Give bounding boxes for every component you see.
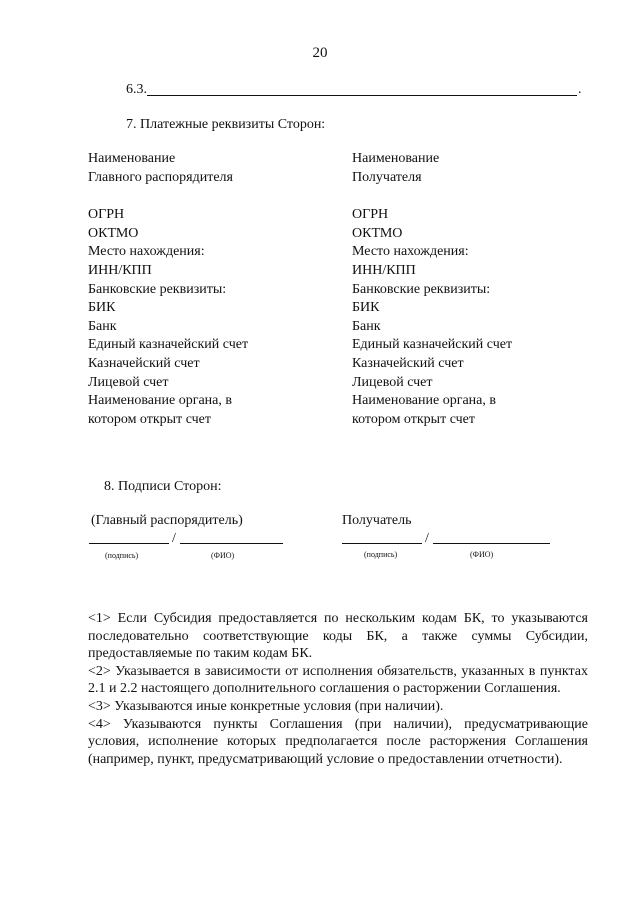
item-6-3-end: .: [578, 82, 582, 97]
field-location: Место нахождения:: [88, 244, 205, 260]
item-6-3-blank-line: [147, 95, 577, 96]
field-account-authority-line-1: Наименование органа, в: [352, 393, 496, 409]
footnote-3: <3> Указываются иные конкретные условия (при наличии).: [88, 698, 444, 714]
spacer: [88, 187, 248, 206]
spacer: [352, 187, 512, 206]
section-8-title: 8. Подписи Сторон:: [104, 479, 222, 494]
main-manager-name-line-1: Наименование: [88, 151, 176, 166]
left-signature-caption: (подпись): [105, 551, 139, 560]
field-treasury-account: Казначейский счет: [88, 355, 200, 371]
field-account-authority-line-1: Наименование органа, в: [88, 393, 232, 409]
right-fio-caption: (ФИО): [470, 550, 494, 559]
left-party-label: (Главный распорядитель): [91, 513, 243, 528]
field-bank-details: Банковские реквизиты:: [352, 281, 491, 297]
item-6-3-label: 6.3.: [126, 82, 147, 97]
recipient-name-line-1: Наименование: [352, 151, 440, 166]
recipient-name-line-2: Получателя: [352, 169, 422, 185]
footnote-2: <2> Указывается в зависимости от исполнения обязательств, указанных в пунктах 2.1 и 2.2 настоящего дополнительного соглашения о расторжении Соглашения.: [88, 663, 588, 697]
field-account-authority-line-2: котором открыт счет: [88, 411, 211, 427]
footnote-4: <4> Указываются пункты Соглашения (при наличии), предусматривающие условия, исполнение которых предполагается после расторжения Соглашения (например, пункт, предусматривающий условие о предоставлении отчетности).: [88, 716, 588, 767]
field-ogrn: ОГРН: [352, 207, 389, 223]
field-single-treasury-account: Единый казначейский счет: [88, 337, 249, 353]
field-oktmo: ОКТМО: [88, 225, 139, 241]
field-single-treasury-account: Единый казначейский счет: [352, 337, 513, 353]
field-inn-kpp: ИНН/КПП: [88, 262, 152, 278]
left-fio-caption: (ФИО): [211, 551, 235, 560]
field-bank: Банк: [88, 318, 117, 334]
field-personal-account: Лицевой счет: [88, 374, 169, 390]
field-bank: Банк: [352, 318, 381, 334]
page-number: 20: [312, 45, 328, 61]
right-signature-line: [342, 543, 422, 544]
footnotes: [88, 610, 588, 768]
right-signature-caption: (подпись): [364, 550, 398, 559]
field-oktmo: ОКТМО: [352, 225, 403, 241]
field-treasury-account: Казначейский счет: [352, 355, 464, 371]
right-fio-line: [433, 543, 550, 544]
field-personal-account: Лицевой счет: [352, 374, 433, 390]
field-location: Место нахождения:: [352, 244, 469, 260]
footnote-1: <1> Если Субсидия предоставляется по нескольким кодам БК, то указываются последовательно соответствующие коды БК, а также суммы Субсидии, предоставляемые по таким кодам БК.: [88, 611, 588, 662]
field-bik: БИК: [352, 300, 380, 316]
field-ogrn: ОГРН: [88, 207, 125, 223]
left-signature-slash: /: [172, 531, 176, 546]
left-signature-line: [89, 543, 169, 544]
field-account-authority-line-2: котором открыт счет: [352, 411, 475, 427]
right-signature-slash: /: [425, 531, 429, 546]
payment-details-recipient: [352, 150, 512, 429]
left-fio-line: [180, 543, 283, 544]
right-party-label: Получатель: [342, 513, 412, 528]
field-bank-details: Банковские реквизиты:: [88, 281, 227, 297]
payment-details-main-manager: [88, 150, 248, 429]
field-bik: БИК: [88, 300, 116, 316]
field-inn-kpp: ИНН/КПП: [352, 262, 416, 278]
main-manager-name-line-2: Главного распорядителя: [88, 169, 233, 185]
section-7-title: 7. Платежные реквизиты Сторон:: [126, 117, 326, 132]
